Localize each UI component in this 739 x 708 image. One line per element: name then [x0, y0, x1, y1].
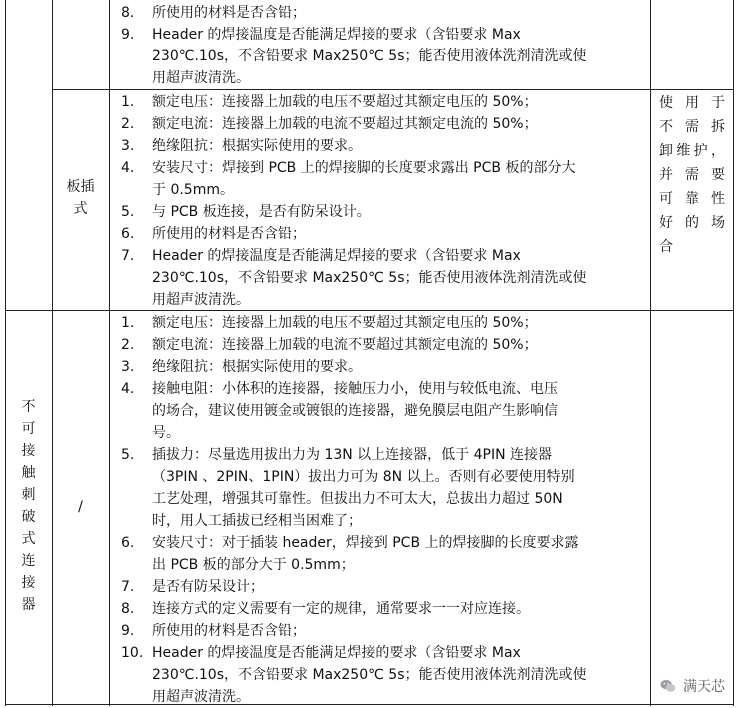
list-item: 6. 安装尺寸：对于插装 header，焊接到 PCB 上的焊接脚的长度要求露 [121, 535, 579, 551]
list-item: 3. 绝缘阻抗：根据实际使用的要求。 [121, 138, 362, 154]
list-item: 230℃.10s，不含铅要求 Max250℃ 5s；能否使用液体洗剂清洗或使 [152, 667, 587, 683]
watermark-text: 满天芯 [683, 679, 725, 695]
table-border-right [733, 0, 734, 706]
list-item: 工艺处理，增强其可靠性。但拔出力不可太大，总拔出力超过 50N [152, 491, 563, 507]
list-item: 用超声波清洗。 [152, 70, 250, 86]
list-item: 的场合，建议使用镀金或镀银的连接器，避免膜层电阻产生影响信 [152, 403, 558, 419]
list-item: 7. 是否有防呆设计； [121, 579, 264, 595]
list-item: 10. Header 的焊接温度是否能满足焊接的要求（含铅要求 Max [121, 645, 521, 661]
list-item: 时，用人工插拔已经相当困难了； [152, 513, 362, 529]
list-item: 3. 绝缘阻抗：根据实际使用的要求。 [121, 359, 362, 375]
type-label-board: 板插 式 [66, 179, 95, 217]
wechat-icon [659, 677, 677, 695]
list-item: 2. 额定电流：连接器上加载的电流不要超过其额定电流的 50%； [121, 337, 538, 353]
column-divider-category [52, 0, 53, 310]
list-item: 5. 插拔力：尽量选用拔出力为 13N 以上连接器，低于 4PIN 连接器 [121, 447, 553, 463]
watermark [659, 676, 725, 696]
list-item: 9. 所使用的材料是否含铅； [121, 623, 306, 639]
list-item: 8. 连接方式的定义需要有一定的规律，通常要求一一对应连接。 [121, 601, 530, 617]
row-divider-1 [52, 89, 734, 90]
list-item: 1. 额定电压：连接器上加载的电压不要超过其额定电压的 50%； [121, 94, 538, 110]
list-item: 用超声波清洗。 [152, 292, 250, 308]
list-item: 5. 与 PCB 板连接，是否有防呆设计。 [121, 204, 371, 220]
list-item: 用超声波清洗。 [152, 689, 250, 705]
usage-note: 使用于 不需拆 卸维护， 并需要 可靠性 好的场 合 [659, 95, 725, 255]
list-item: 1. 额定电压：连接器上加载的电压不要超过其额定电压的 50%； [121, 315, 538, 331]
list-item: （3PIN 、2PIN、1PIN）拔出力可为 8N 以上。否则有必要使用特别 [152, 469, 575, 485]
list-item: 8. 所使用的材料是否含铅； [121, 5, 306, 21]
type-label-slash: / [78, 499, 83, 515]
list-item: 230℃.10s，不含铅要求 Max250℃ 5s；能否使用液体洗剂清洗或使 [152, 270, 587, 286]
list-item: 4. 接触电阻：小体积的连接器，接触压力小，使用与较低电流、电压 [121, 381, 558, 397]
list-item: 230℃.10s，不含铅要求 Max250℃ 5s；能否使用液体洗剂清洗或使 [152, 48, 587, 64]
list-item: 6. 所使用的材料是否含铅； [121, 226, 306, 242]
list-item: 9. Header 的焊接温度是否能满足焊接的要求（含铅要求 Max [121, 27, 521, 43]
list-item: 号。 [152, 425, 180, 441]
list-item: 4. 安装尺寸：焊接到 PCB 上的焊接脚的长度要求露出 PCB 板的部分大 [121, 160, 576, 176]
column-divider-type [109, 0, 110, 706]
list-item: 2. 额定电流：连接器上加载的电流不要超过其额定电流的 50%； [121, 116, 538, 132]
column-divider-note [650, 0, 651, 706]
list-item: 7. Header 的焊接温度是否能满足焊接的要求（含铅要求 Max [121, 248, 521, 264]
list-item: 出 PCB 板的部分大于 0.5mm； [152, 557, 355, 573]
category-label: 不 可 接 触 刺 破 式 连 接 器 [21, 399, 36, 613]
list-item: 于 0.5mm。 [152, 182, 234, 198]
